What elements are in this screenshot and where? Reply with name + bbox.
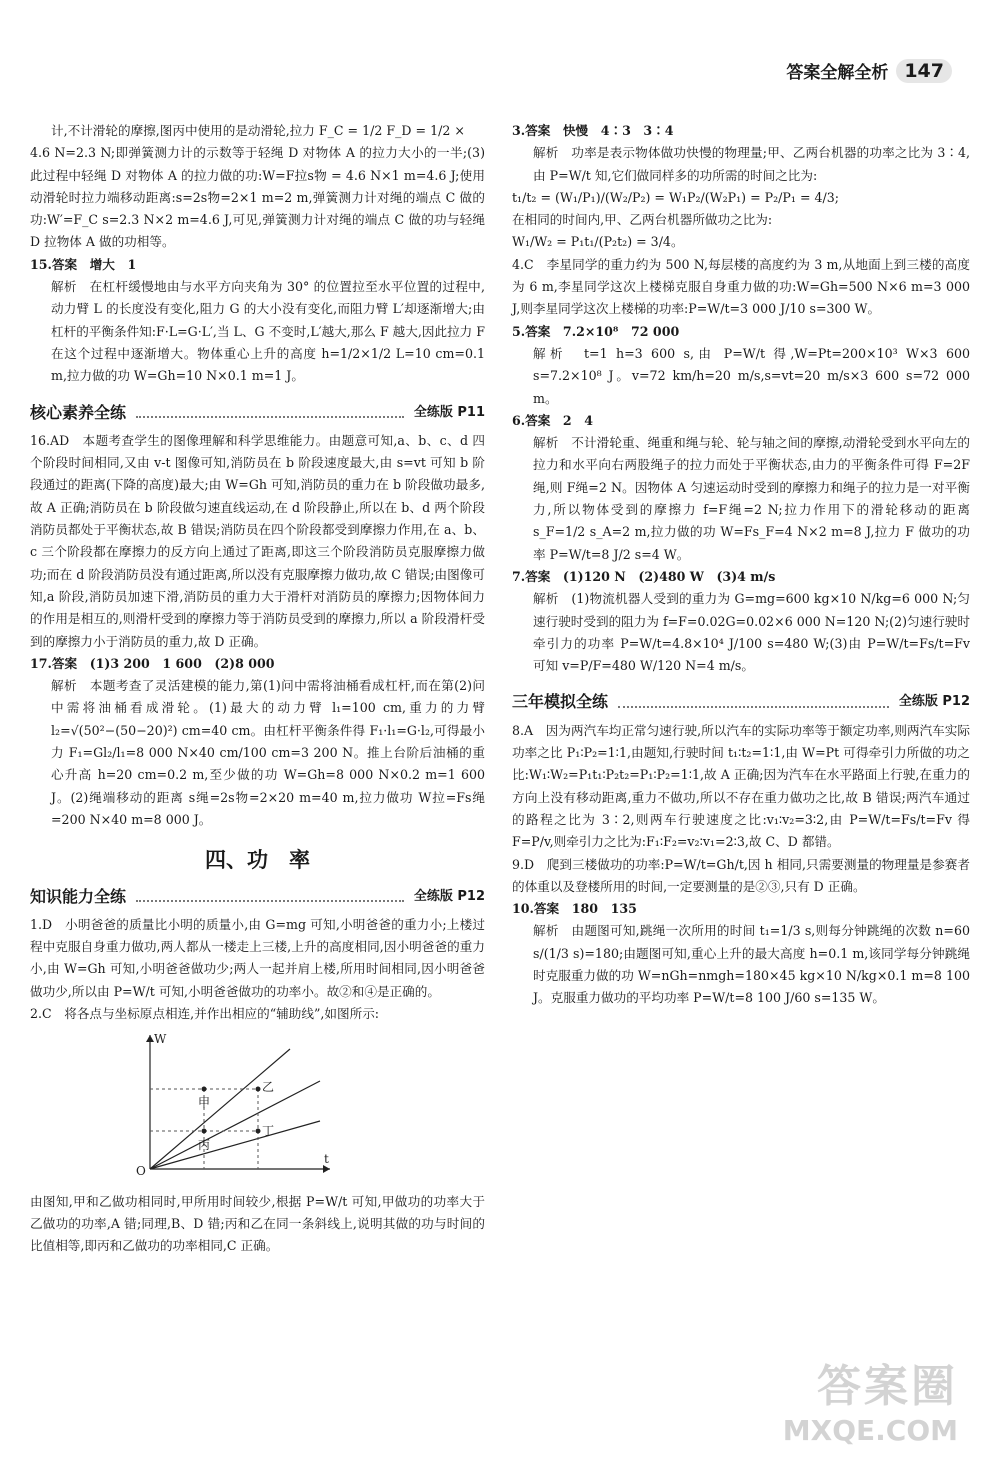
page-header	[786, 58, 952, 83]
q7-analysis: 解析 (1)物流机器人受到的重力为 G=mg=600 kg×10 N/kg=6 000 N;匀速行驶时受到的阻力为 f=F=0.02G=0.02×6 000 N=120 N;(2)匀速行驶时牵引力的功率 P=W/t=4.8×10⁴ J/100 s=480 W;(3)由 P=W/t=Fs/t=Fv 可知 v=P/F=480 W/120 N=4 m/s。	[533, 591, 970, 674]
q3-answer: 3.答案 快慢 4∶3 3∶4	[512, 123, 674, 138]
section-page: 全练版 P11	[413, 404, 485, 420]
watermark-url: MXQE.COM	[782, 1414, 958, 1447]
watermark-logo	[783, 1350, 958, 1447]
section-page: 全练版 P12	[898, 694, 970, 710]
line-jia	[150, 1049, 290, 1169]
point-bing	[202, 1129, 207, 1134]
q3-text-2: 在相同的时间内,甲、乙两台机器所做功之比为:	[512, 212, 773, 228]
q5-analysis: 解析 t=1 h=3 600 s,由 P=W/t 得,W=Pt=200×10³ W×3 600 s=7.2×10⁸ J。v=72 km/h=20 m/s,s=vt=20 m/s×3 600 s=72 000 m。	[533, 345, 970, 406]
w-axis-label: W	[154, 1032, 167, 1047]
section-knowledge	[30, 886, 485, 908]
right-column	[512, 120, 970, 1010]
header-title: 答案全解全析	[786, 63, 889, 83]
w-t-graph	[136, 1029, 340, 1179]
line-yi-bing	[150, 1081, 320, 1169]
section-title: 三年模拟全练	[512, 692, 609, 712]
label-ding: 丁	[262, 1124, 275, 1139]
point-yi	[256, 1087, 261, 1092]
label-jia: 甲	[198, 1096, 211, 1111]
q2-analysis: 由图知,甲和乙做功相同时,甲所用时间较少,根据 P=W/t 可知,甲做功的功率大于乙做功的功率,A 错;同理,B、D 错;丙和乙在同一条斜线上,说明其做的功与时间的比值相等,即丙和乙做功的功率相同,C 正确。	[30, 1193, 485, 1254]
section-title: 知识能力全练	[30, 886, 127, 906]
q17-answer: 17.答案 (1)3 200 1 600 (2)8 000	[30, 655, 275, 671]
t-axis-label: t	[324, 1152, 329, 1167]
q5-answer: 5.答案 7.2×10⁸ 72 000	[512, 323, 680, 339]
dotted-leader	[136, 407, 404, 418]
q15-analysis: 解析 在杠杆缓慢地由与水平方向夹角为 30° 的位置拉至水平位置的过程中,动力臂 L 的长度没有变化,阻力 G 的大小没有变化,而阻力臂 L′却逐渐增大;由杠杆的平衡条件知:F·L=G·L′,当 L、G 不变时,L′越大,那么 F 越大,因此拉力 F 在这个过程中逐渐增大。物体重心上升的高度 h=1/2×1/2 L=10 cm=0.1 m,拉力做的功 W=Gh=10 N×0.1 m=1 J。	[51, 279, 485, 384]
section-title: 核心素养全练	[30, 402, 127, 422]
q8: 8.A 因为两汽车均正常匀速行驶,所以汽车的实际功率等于额定功率,则两汽车实际功率之比 P₁∶P₂=1∶1,由题知,行驶时间 t₁∶t₂=1∶1,由 W=Pt 可得牵引力所做的功之比:W₁∶W₂=P₁t₁∶P₂t₂=P₁∶P₂=1∶1,故 A 正确;因为汽车在水平路面上行驶,在重力的方向上没有移动距离,重力不做功,所以不存在重力做功之比,故 B 错误;两汽车通过的路程之比为 3∶2,则两车行驶速度之比:v₁∶v₂=3∶2,由 P=W/t=Fs/t=Fv 得 F=P/v,则牵引力之比为:F₁∶F₂=v₂∶v₁=2∶3,故 C、D 都错。	[512, 722, 970, 850]
q2-head: 2.C 将各点与坐标原点相连,并作出相应的“辅助线”,如图所示:	[30, 1005, 380, 1021]
t-axis-arrow	[323, 1165, 330, 1173]
dotted-leader	[618, 697, 889, 708]
left-column	[30, 120, 485, 1257]
q16: 16.AD 本题考查学生的图像理解和科学思维能力。由题意可知,a、b、c、d 四个阶段时间相同,又由 v-t 图像可知,消防员在 b 阶段速度最大,由 s=vt 可知 b 阶段通过的距离(下降的高度)最大;由 W=Gh 可知,消防员的重力在 b 阶段做功最多,故 A 正确;消防员在 b 阶段做匀速直线运动,在 d 阶段静止,所以在 b、d 两个阶段消防员都处于平衡状态,故 B 错误;消防员在四个阶段都受到摩擦力作用,在 a、b、c 三个阶段都在摩擦力的反方向上通过了距离,即这三个阶段消防员克服摩擦力做功;而在 d 阶段消防员没有通过距离,所以没有克服摩擦力做功,故 C 错误;由图像可知,a 阶段,消防员加速下滑,消防员的重力大于滑杆对消防员的摩擦力;因物体间力的作用是相互的,则滑杆受到的摩擦力等于消防员受到的摩擦力,所以 a 阶段滑杆受到的摩擦力小于消防员的重力,故 D 正确。	[30, 432, 485, 649]
section-three-year	[512, 691, 970, 713]
q9: 9.D 爬到三楼做功的功率:P=W/t=Gh/t,因 h 相同,只需要测量的物理量是参赛者的体重以及登楼所用的时间,一定要测量的是②③,只有 D 正确。	[512, 856, 970, 894]
origin-label: O	[136, 1164, 146, 1179]
section-page: 全练版 P12	[413, 888, 485, 904]
q17-analysis: 解析 本题考查了灵活建模的能力,第(1)问中需将油桶看成杠杆,而在第(2)问中需将油桶看成滑轮。(1)最大的动力臂 l₁=100 cm,重力的力臂 l₂=√(50²−(50−20)²) cm=40 cm。由杠杆平衡条件得 F₁·l₁=G·l₂,可得最小力 F₁=Gl₂/l₁=8 000 N×40 cm/100 cm=3 200 N。推上台阶后油桶的重心升高 h=20 cm=0.2 m,至少做的功 W=Gh=8 000 N×0.2 m=1 600 J。(2)绳端移动的距离 s绳=2s物=2×20 m=40 m,拉力做功 W拉=Fs绳=200 N×40 m=8 000 J。	[51, 678, 485, 827]
q7-answer: 7.答案 (1)120 N (2)480 W (3)4 m/s	[512, 568, 776, 584]
q1: 1.D 小明爸爸的质量比小明的质量小,由 G=mg 可知,小明爸爸的重力小;上楼过程中克服自身重力做功,两人都从一楼走上三楼,上升的高度相同,因小明爸爸的重力小,由 W=Gh 可知,小明爸爸做功少;两人一起并肩上楼,所用时间相同,因小明爸爸做功少,所以由 P=W/t 可知,小明爸爸做功的功率小。故②和④是正确的。	[30, 916, 485, 999]
continued-text: 4.6 N=2.3 N;即弹簧测力计的示数等于轻绳 D 对物体 A 的拉力大小的一半;(3)此过程中轻绳 D 对物体 A 的拉力做的功:W=F拉s物 = 4.6 N×1 m=4.6 J;使用动滑轮时拉力端移动距离:s=2s物=2×1 m=2 m,弹簧测力计对绳的端点 C 做的功:W′=F_C s=2.3 N×2 m=4.6 J,可见,弹簧测力计对绳的端点 C 做的功与轻绳 D 拉物体 A 做的功相等。	[30, 145, 485, 250]
label-yi: 乙	[262, 1080, 275, 1095]
section-core-literacy	[30, 402, 485, 424]
q6-analysis: 解析 不计滑轮重、绳重和绳与轮、轮与轴之间的摩擦,动滑轮受到水平向左的拉力和水平向右两股绳子的拉力而处于平衡状态,由力的平衡条件可得 F=2F绳,则 F绳=2 N。因物体 A 匀速运动时受到的摩擦力和绳子的拉力是一对平衡力,所以物体受到的摩擦力 f=F绳=2 N;拉力作用下的滑轮移动的距离 s_F=1/2 s_A=2 m,拉力做的功 W=Fs_F=4 N×2 m=8 J,拉力 F 做功的功率 P=W/t=8 J/2 s=4 W。	[533, 435, 970, 562]
watermark-text: 答案圈	[817, 1361, 958, 1412]
line-ding	[150, 1121, 320, 1169]
q3-analysis: 解析 功率是表示物体做功快慢的物理量;甲、乙两台机器的功率之比为 3∶4,由 P=W/t 知,它们做同样多的功所需的时间之比为:	[533, 145, 970, 183]
label-bing: 丙	[198, 1138, 211, 1153]
page-number: 147	[896, 59, 952, 83]
point-ding	[256, 1129, 261, 1134]
point-jia	[202, 1087, 207, 1092]
w-axis-arrow	[146, 1035, 154, 1042]
q15-answer: 15.答案 增大 1	[30, 256, 137, 272]
q4: 4.C 李星同学的重力约为 500 N,每层楼的高度约为 3 m,从地面上到三楼的高度为 6 m,李星同学这次上楼梯克服自身重力做的功:W=Gh=500 N×6 m=3 000 J,则李星同学这次上楼梯的功率:P=W/t=3 000 J/10 s=300 W。	[512, 256, 970, 317]
q3-formula-1: t₁/t₂ = (W₁/P₁)/(W₂/P₂) = W₁P₂/(W₂P₁) = P₂/P₁ = 4/3;	[512, 189, 840, 205]
continued-line-1: 计,不计滑轮的摩擦,图丙中使用的是动滑轮,拉力 F_C = 1/2 F_D = 1/2 ×	[51, 123, 465, 138]
q10-answer: 10.答案 180 135	[512, 901, 637, 917]
q3-formula-2: W₁/W₂ = P₁t₁/(P₂t₂) = 3/4。	[512, 234, 684, 250]
chapter-title: 四、功 率	[205, 848, 310, 873]
dotted-leader	[136, 891, 404, 902]
q10-analysis: 解析 由题图可知,跳绳一次所用的时间 t₁=1/3 s,则每分钟跳绳的次数 n=60 s/(1/3 s)=180;由题图可知,重心上升的最大高度 h=0.1 m,该同学每分钟跳绳时克服重力做的功 W=nGh=nmgh=180×45 kg×10 N/kg×0.1 m=8 100 J。克服重力做功的平均功率 P=W/t=8 100 J/60 s=135 W。	[533, 923, 970, 1006]
q6-answer: 6.答案 2 4	[512, 412, 594, 428]
